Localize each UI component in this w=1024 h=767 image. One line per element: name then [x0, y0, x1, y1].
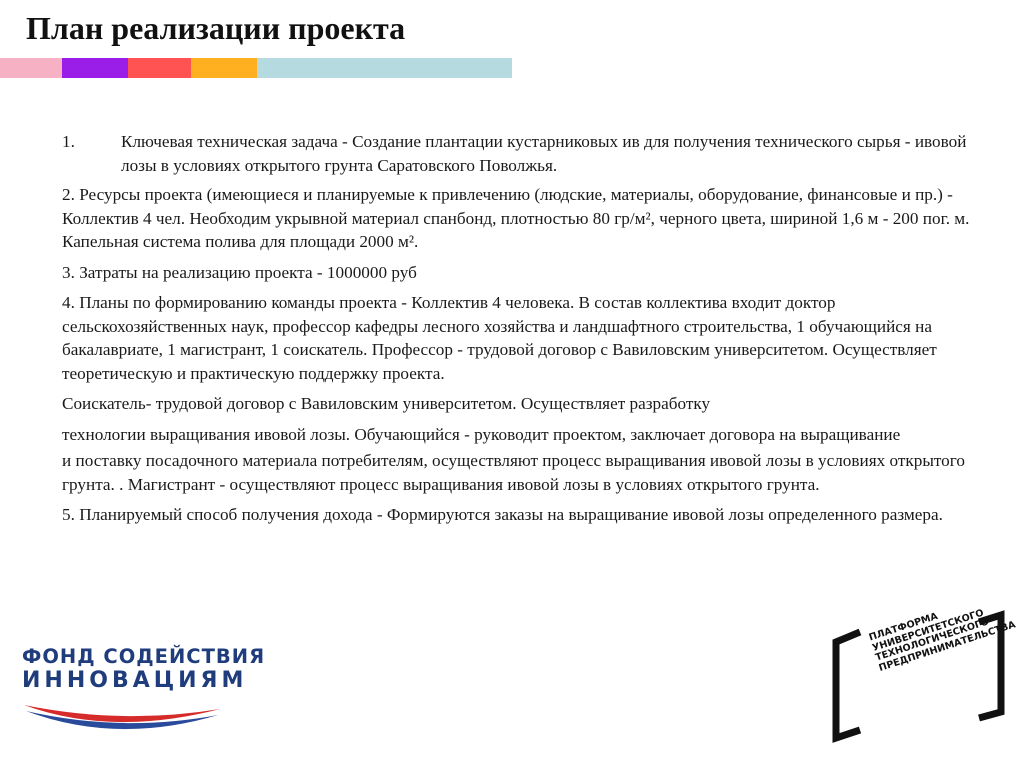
- color-stripe: [0, 58, 512, 78]
- fund-logo-line2: ИННОВАЦИЯМ: [22, 668, 248, 693]
- list-item-1: [62, 130, 972, 177]
- stripe-red: [128, 58, 191, 78]
- fund-logo-line1: ФОНД СОДЕЙСТВИЯ: [22, 645, 266, 668]
- body-text: [62, 130, 972, 534]
- paragraph-costs: 3. Затраты на реализацию проекта - 1000000 руб: [62, 262, 417, 282]
- paragraph-team: 4. Планы по формированию команды проекта - Коллектив 4 человека. В состав коллектива входит доктор сельскохозяйственных наук, профессор кафедры лесного хозяйства и ландшафтного строительства, 1 обучающийся на бакалавриате, 1 магистрант, 1 соискатель. Профессор - трудовой договор с Вавиловским университетом. Осуществляет теоретическую и практическую поддержку проекта.: [62, 293, 937, 383]
- paragraph-supply: и поставку посадочного материала потребителям, осуществляют процесс выращивания ивовой лозы в условиях открытого грунта. . Магистрант - осуществляют процесс выращивания ивовой лозы в условиях открытого грунта.: [62, 451, 965, 494]
- paragraph-applicant: Соискатель- трудовой договор с Вавиловским университетом. Осуществляет разработку: [62, 394, 711, 413]
- list-text: Ключевая техническая задача - Создание плантации кустарниковых ив для получения технического сырья - ивовой лозы в условиях открытого грунта Саратовского Поволжья.: [121, 132, 967, 175]
- platform-logo-text: ПЛАТФОРМА УНИВЕРСИТЕТСКОГО ТЕХНОЛОГИЧЕСКОГО ПРЕДПРИНИМАТЕЛЬСТВА: [867, 607, 1017, 674]
- platform-logo: [832, 607, 1017, 748]
- stripe-purple: [62, 58, 128, 78]
- paragraph-resources: 2. Ресурсы проекта (имеющиеся и планируемые к привлечению (людские, материалы, оборудование, финансовые и пр.) - Коллектив 4 чел. Необходим укрывной материал спанбонд, плотностью 80 гр/м², черного цвета, шириной 1,6 м - 200 пог. м. Капельная система полива для площади 2000 м².: [62, 185, 970, 251]
- stripe-lightblue: [257, 58, 512, 78]
- list-number: 1.: [62, 132, 75, 151]
- paragraph-technology: технологии выращивания ивовой лозы. Обучающийся - руководит проектом, заключает договора на выращивание: [62, 424, 901, 444]
- fund-swoosh-icon: [22, 695, 222, 745]
- paragraph-income: 5. Планируемый способ получения дохода - Формируются заказы на выращивание ивовой лозы определенного размера.: [62, 505, 943, 524]
- stripe-pink: [0, 58, 62, 78]
- stripe-orange: [191, 58, 257, 78]
- fund-logo: [22, 645, 266, 745]
- page-title: План реализации проекта: [26, 10, 406, 46]
